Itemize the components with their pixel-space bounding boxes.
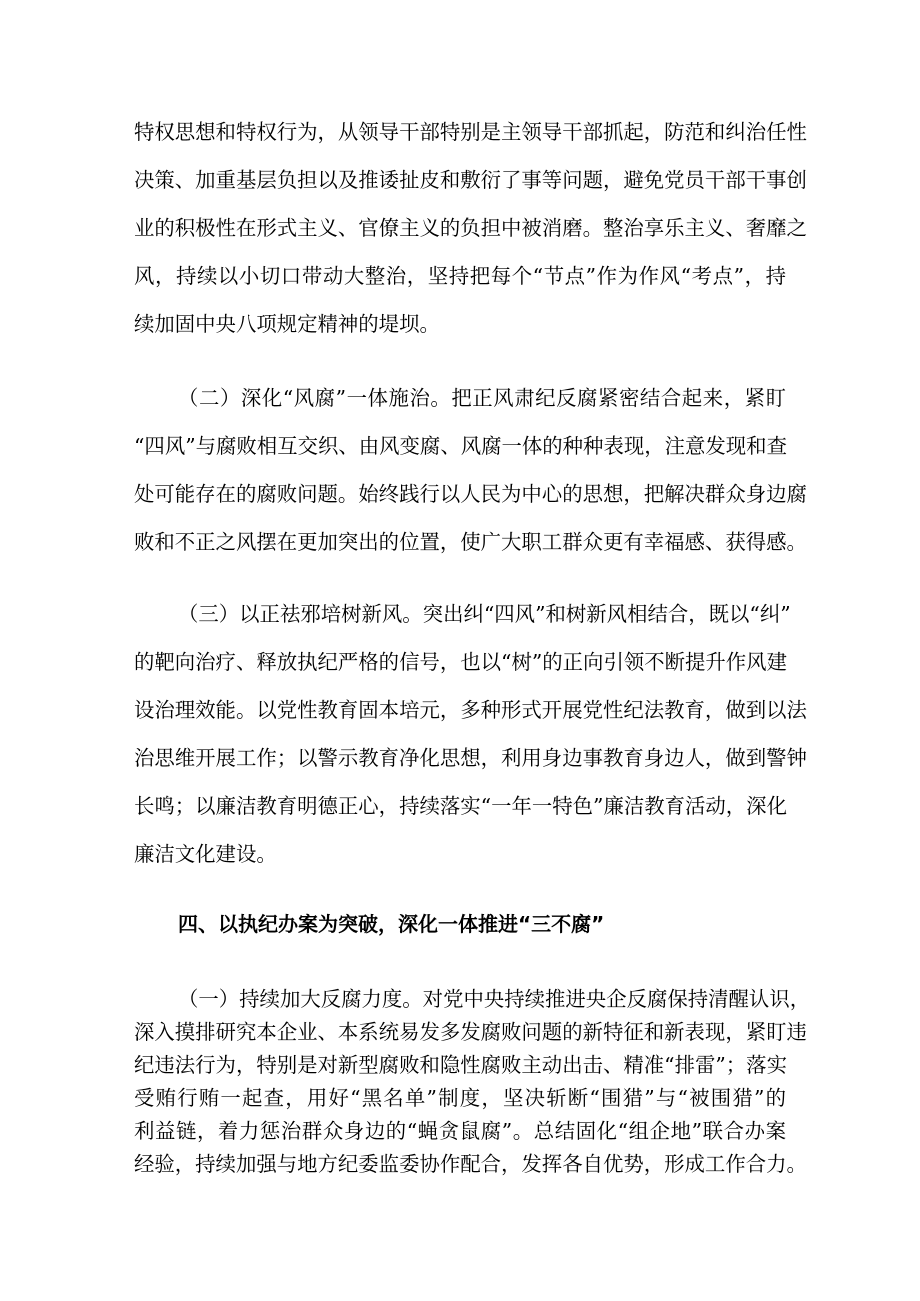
para1-line-2: 决策、加重基层负担以及推诿扯皮和敷衍了事等问题，避免党员干部干事创 [134, 168, 807, 192]
para4-line-2: 深入摸排研究本企业、本系统易发多发腐败问题的新特征和新表现，紧盯违 [134, 1020, 807, 1044]
para4-line-3: 纪违法行为，特别是对新型腐败和隐性腐败主动出击、精准“排雷”；落实 [134, 1053, 787, 1077]
para2-line-2: “四风”与腐败相互交织、由风变腐、风腐一体的种种表现，注意发现和查 [134, 434, 787, 458]
para2-line-1: （二）深化“风腐”一体施治。把正风肃纪反腐紧密结合起来，紧盯 [178, 386, 786, 410]
para3-line-4: 治思维开展工作；以警示教育净化思想，利用身边事教育身边人，做到警钟 [134, 746, 807, 770]
para1-line-5: 续加固中央八项规定精神的堤坝。 [134, 312, 440, 336]
para4-line-4: 受贿行贿一起查，用好“黑名单”制度，坚决斩断“围猎”与“被围猎”的 [134, 1086, 786, 1110]
para2-line-3: 处可能存在的腐败问题。始终践行以人民为中心的思想，把解决群众身边腐 [134, 482, 807, 506]
para4-line-6: 经验，持续加强与地方纪委监委协作配合，发挥各自优势，形成工作合力。 [134, 1152, 807, 1176]
para3-line-6: 廉洁文化建设。 [134, 842, 277, 866]
para3-line-1: （三）以正祛邪培树新风。突出纠“四风”和树新风相结合，既以“纠” [178, 602, 791, 626]
para3-line-3: 设治理效能。以党性教育固本培元，多种形式开展党性纪法教育，做到以法 [134, 698, 807, 722]
para1-line-3: 业的积极性在形式主义、官僚主义的负担中被消磨。整治享乐主义、奢靡之 [134, 216, 807, 240]
para3-line-5: 长鸣；以廉洁教育明德正心，持续落实“一年一特色”廉洁教育活动，深化 [134, 794, 787, 818]
para2-line-4: 败和不正之风摆在更加突出的位置，使广大职工群众更有幸福感、获得感。 [134, 530, 807, 554]
para4-line-5: 利益链，着力惩治群众身边的“蝇贪鼠腐”。总结固化“组企地”联合办案 [134, 1119, 786, 1143]
section-heading: 四、以执纪办案为突破，深化一体推进“三不腐” [178, 912, 605, 936]
para1-line-4: 风，持续以小切口带动大整治，坚持把每个“节点”作为作风“考点”，持 [134, 264, 786, 288]
para3-line-2: 的靶向治疗、释放执纪严格的信号，也以“树”的正向引领不断提升作风建 [134, 650, 787, 674]
para1-line-1: 特权思想和特权行为，从领导干部特别是主领导干部抓起，防范和纠治任性 [134, 120, 807, 144]
para4-line-1: （一）持续加大反腐力度。对党中央持续推进央企反腐保持清醒认识， [178, 987, 811, 1011]
